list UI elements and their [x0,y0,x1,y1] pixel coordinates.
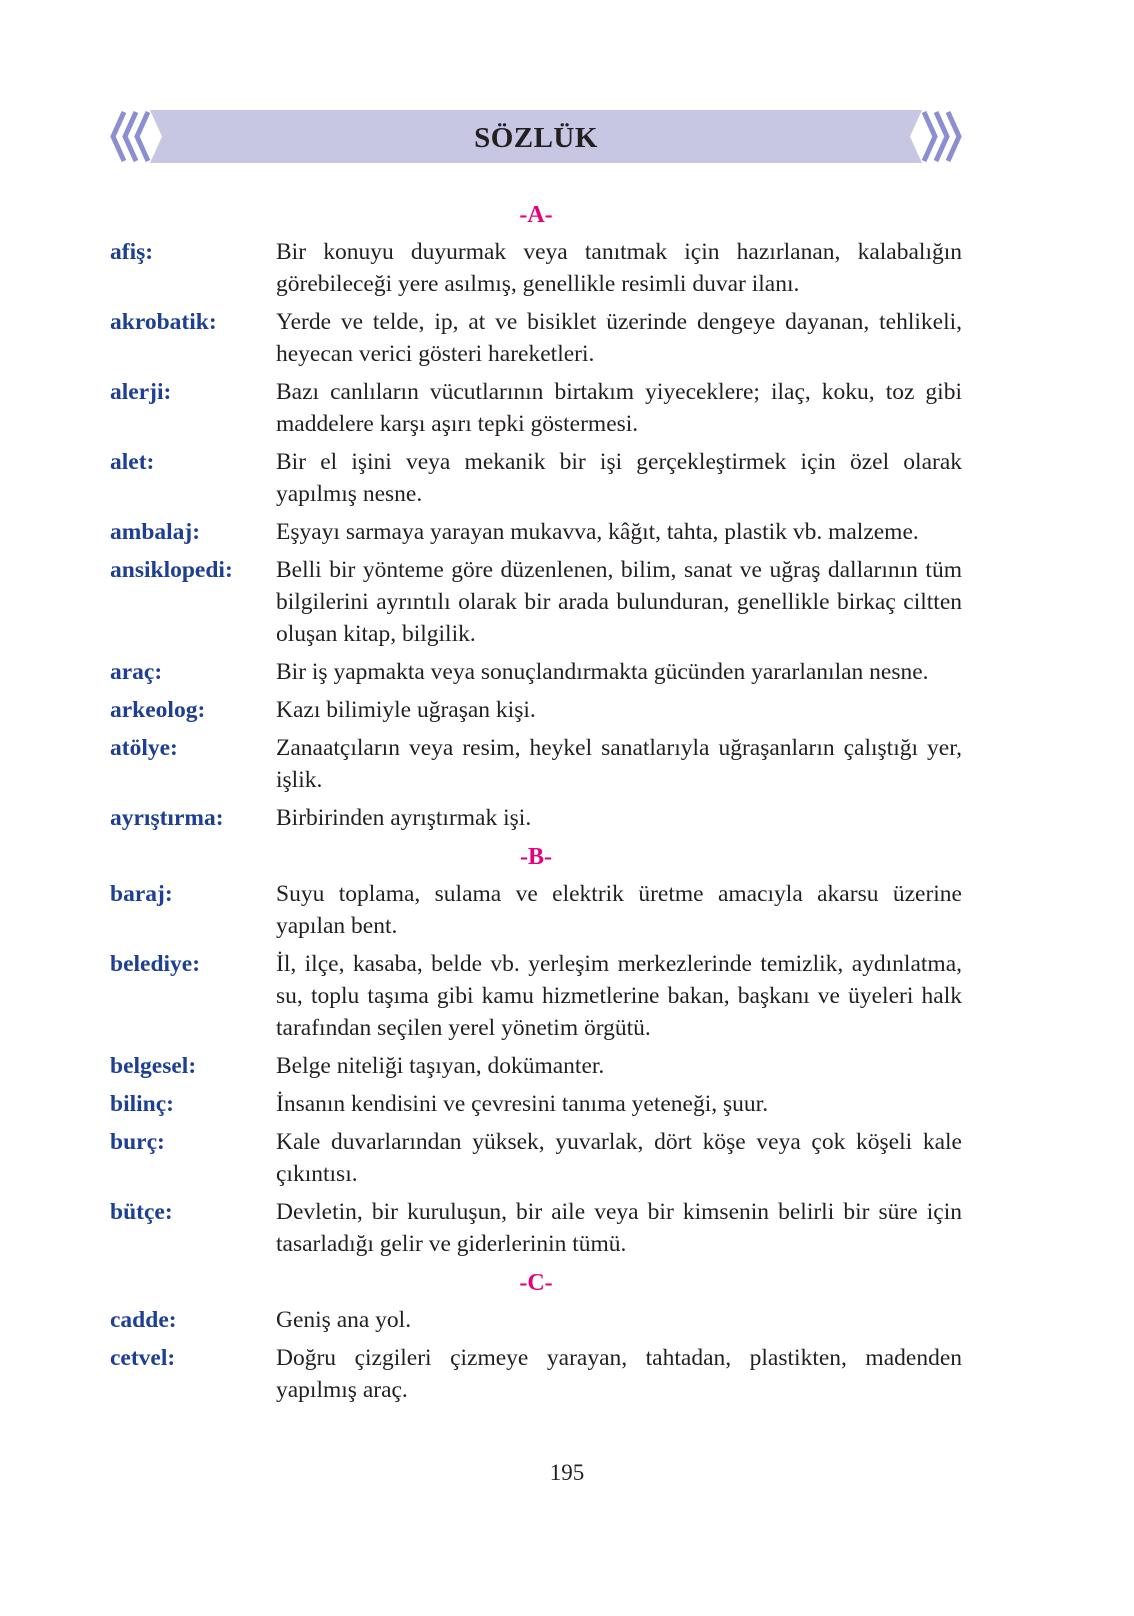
section-letter: -C- [519,1270,553,1296]
dictionary-entry [110,1196,962,1260]
dictionary-entry [110,1342,962,1406]
entry-term: belediye: [110,951,201,977]
entry-definition: Belli bir yönteme göre düzenlenen, bilim, sanat ve uğraş dallarının tüm bilgilerini ayrıntılı olarak bir arada bulunduran, genellikle birkaç ciltten oluşan kitap, bilgilik. [276,557,962,647]
page-number: 195 [549,1460,585,1485]
dictionary-content [110,198,962,1412]
entry-definition: Belge niteliği taşıyan, dokümanter. [276,1053,605,1079]
entry-term: bütçe: [110,1199,173,1225]
section-letter: -B- [520,844,552,870]
entry-definition: Suyu toplama, sulama ve elektrik üretme amacıyla akarsu üzerine yapılan bent. [276,881,962,939]
dictionary-entry [110,656,962,688]
entry-definition: Kale duvarlarından yüksek, yuvarlak, dört köşe veya çok köşeli kale çıkıntısı. [276,1129,962,1187]
dictionary-entry [110,694,962,726]
entry-definition: Devletin, bir kuruluşun, bir aile veya bir kimsenin belirli bir süre için tasarladığı gelir ve giderlerinin tümü. [276,1199,962,1257]
dictionary-entry [110,306,962,370]
entry-definition: Birbirinden ayrıştırmak işi. [276,805,532,831]
dictionary-entry [110,1304,962,1336]
entry-term: arkeolog: [110,697,206,723]
entry-definition: Doğru çizgileri çizmeye yarayan, tahtadan, plastikten, madenden yapılmış araç. [276,1345,962,1403]
entry-definition: Geniş ana yol. [276,1307,412,1333]
section-letter: -A- [519,202,553,228]
entry-definition: Bir iş yapmakta veya sonuçlandırmakta gücünden yararlanılan nesne. [276,659,929,685]
dictionary-entry [110,236,962,300]
entry-term: alet: [110,449,155,475]
entry-term: atölye: [110,735,178,761]
entry-term: cadde: [110,1307,177,1333]
entry-term: baraj: [110,881,173,907]
entry-term: bilinç: [110,1091,174,1117]
entry-term: ayrıştırma: [110,805,224,831]
dictionary-entry [110,732,962,796]
dictionary-entry [110,376,962,440]
entry-definition: Bir konuyu duyurmak veya tanıtmak için hazırlanan, kalabalığın görebileceği yere asılmış, genellikle resimli duvar ilanı. [276,239,962,297]
entry-definition: Bir el işini veya mekanik bir işi gerçekleştirmek için özel olarak yapılmış nesne. [276,449,962,507]
entry-term: akrobatik: [110,309,217,335]
dictionary-entry [110,446,962,510]
entry-definition: Yerde ve telde, ip, at ve bisiklet üzerinde dengeye dayanan, tehlikeli, heyecan verici gösteri hareketleri. [276,309,962,367]
entry-term: araç: [110,659,163,685]
entry-term: ambalaj: [110,519,201,545]
dictionary-entry [110,516,962,548]
entry-term: burç: [110,1129,165,1155]
entry-definition: İl, ilçe, kasaba, belde vb. yerleşim merkezlerinde temizlik, aydınlatma, su, toplu taşıma gibi kamu hizmetlerine bakan, başkanı ve üyeleri halk tarafından seçilen yerel yönetim örgütü. [276,951,962,1041]
title-banner [110,110,962,163]
entry-definition: Eşyayı sarmaya yarayan mukavva, kâğıt, tahta, plastik vb. malzeme. [276,519,919,545]
dictionary-entry [110,1126,962,1190]
entry-term: ansiklopedi: [110,557,233,583]
entry-term: belgesel: [110,1053,197,1079]
dictionary-entry [110,948,962,1044]
entry-term: cetvel: [110,1345,176,1371]
dictionary-entry [110,1088,962,1120]
dictionary-entry [110,1050,962,1082]
dictionary-entry [110,878,962,942]
entry-term: alerji: [110,379,172,405]
dictionary-entry [110,802,962,834]
entry-definition: İnsanın kendisini ve çevresini tanıma yeteneği, şuur. [276,1091,769,1117]
entry-definition: Zanaatçıların veya resim, heykel sanatlarıyla uğraşanların çalıştığı yer, işlik. [276,735,962,793]
entry-definition: Kazı bilimiyle uğraşan kişi. [276,697,536,723]
page-title: SÖZLÜK [474,122,598,154]
entry-definition: Bazı canlıların vücutlarının birtakım yiyeceklere; ilaç, koku, toz gibi maddelere karşı aşırı tepki göstermesi. [276,379,962,437]
dictionary-entry [110,554,962,650]
entry-term: afiş: [110,239,154,265]
